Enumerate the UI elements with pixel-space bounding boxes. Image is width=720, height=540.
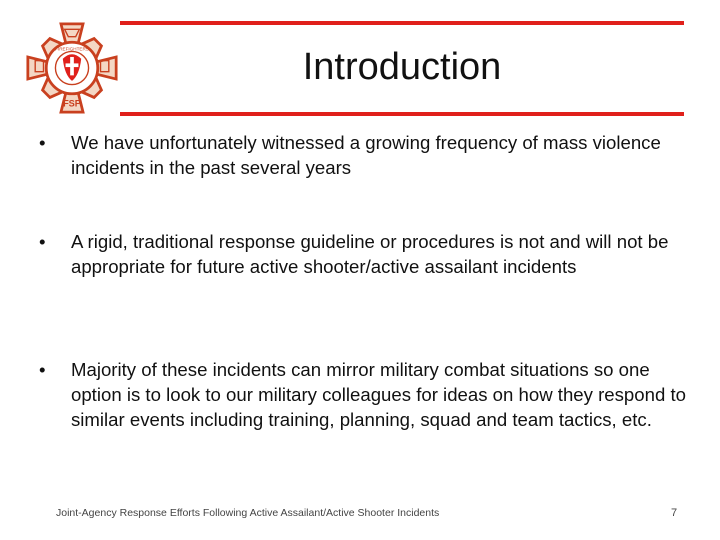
page-number: 7 [670,507,678,519]
bullet-item [36,229,696,279]
slide-title: Introduction [302,46,502,88]
bullet-item [36,130,696,180]
title-rule-top [120,21,684,25]
firefighter-maltese-cross-logo [26,22,118,114]
bullet-text: A rigid, traditional response guideline or procedures is not and will not be appropriate for future active shooter/active assailant incidents [71,231,669,277]
bullet-marker: • [39,231,46,252]
bullet-item [36,357,696,432]
slide-footer: Joint-Agency Response Efforts Following Active Assailant/Active Shooter Incidents [56,507,440,519]
bullet-marker: • [39,359,46,380]
logo-ring-text: FIREFIGHTERS [55,46,89,52]
logo-bottom-text: FSP [63,98,81,109]
bullet-text: Majority of these incidents can mirror military combat situations so one option is to look to our military colleagues for ideas on how they respond to similar events including training, planning, squad and team tactics, etc. [71,359,686,430]
title-rule-bottom [120,112,684,116]
bullet-marker: • [39,132,46,153]
bullet-text: We have unfortunately witnessed a growing frequency of mass violence incidents in the past several years [71,132,661,178]
